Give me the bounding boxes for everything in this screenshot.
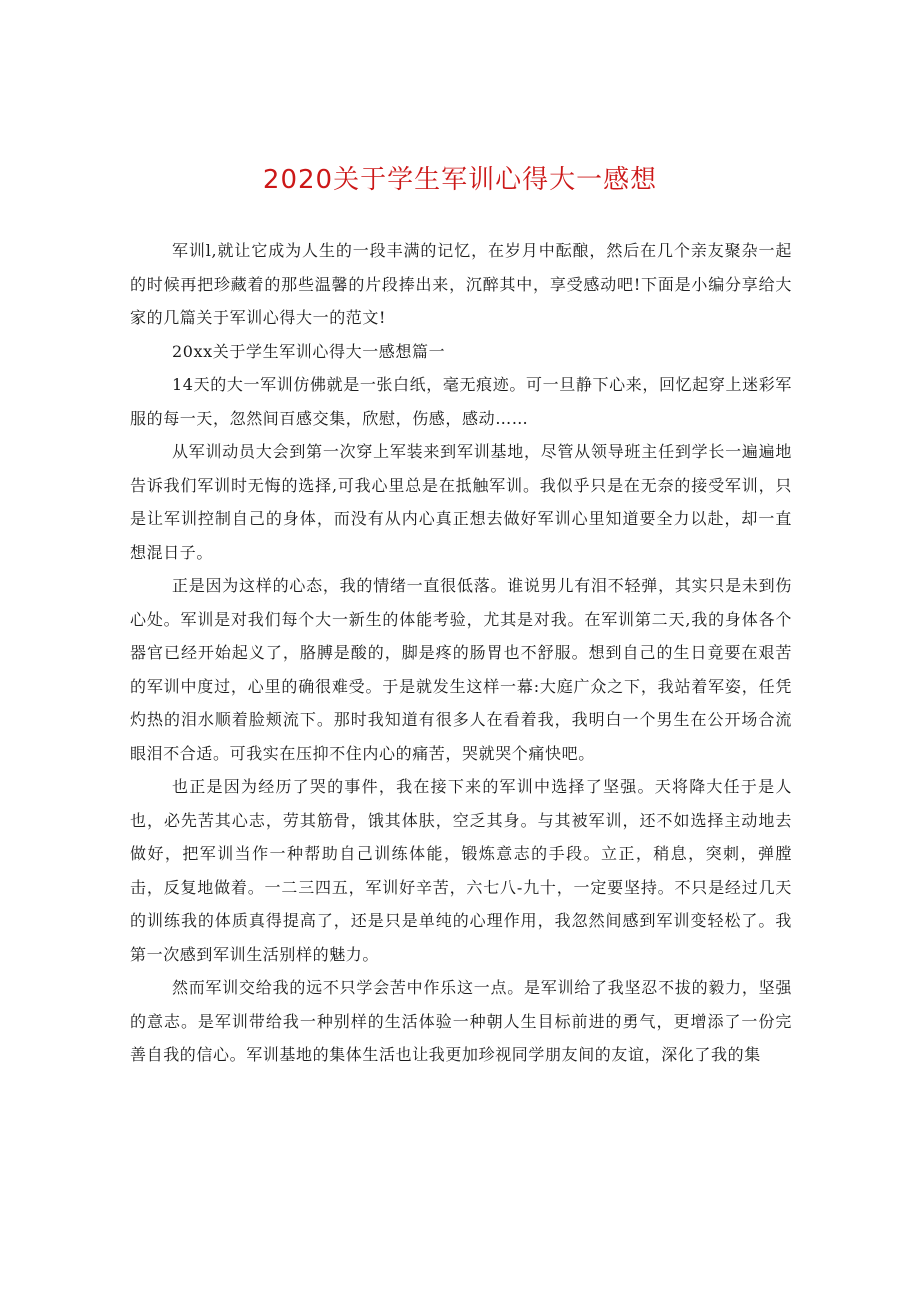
- document-title: 2020关于学生军训心得大一感想: [262, 165, 658, 195]
- body-paragraph-5: 然而军训交给我的远不只学会苦中作乐这一点。是军训给了我坚忍不拔的毅力，坚强的意志。是军训带给我一种别样的生活体验一种朝人生目标前进的勇气，更增添了一份完善自我的信心。军训基地的集体生活也让我更加珍视同学朋友间的友谊，深化了我的集: [130, 978, 792, 1064]
- section-heading: 20xx关于学生军训心得大一感想篇一: [172, 341, 446, 361]
- document-body: [130, 234, 792, 1072]
- intro-paragraph: 军训l,就让它成为人生的一段丰满的记忆，在岁月中酝酿，然后在几个亲友聚杂一起的时候再把珍藏着的那些温馨的片段捧出来，沉醉其中，享受感动吧!下面是小编分享给大家的几篇关于军训心得大一的范文!: [130, 241, 792, 327]
- body-paragraph-1: 14天的大一军训仿佛就是一张白纸，毫无痕迹。可一旦静下心来，回忆起穿上迷彩军服的每一天，忽然间百感交集，欣慰，伤感，感动……: [130, 375, 792, 428]
- body-paragraph-3: 正是因为这样的心态，我的情绪一直很低落。谁说男儿有泪不轻弹，其实只是未到伤心处。军训是对我们每个大一新生的体能考验，尤其是对我。在军训第二天,我的身体各个器官已经开始起义了，胳膊是酸的，脚是疼的肠胃也不舒服。想到自己的生日竟要在艰苦的军训中度过，心里的确很难受。于是就发生这样一幕:大庭广众之下，我站着军姿，任凭灼热的泪水顺着脸颊流下。那时我知道有很多人在看着我，我明白一个男生在公开场合流眼泪不合适。可我实在压抑不住内心的痛苦，哭就哭个痛快吧。: [130, 576, 792, 763]
- body-paragraph-4: 也正是因为经历了哭的事件，我在接下来的军训中选择了坚强。天将降大任于是人也，必先苦其心志，劳其筋骨，饿其体肤，空乏其身。与其被军训，还不如选择主动地去做好，把军训当作一种帮助自己训练体能，锻炼意志的手段。立正，稍息，突刺，弹膛击，反复地做着。一二三四五，军训好辛苦，六七八-九十，一定要坚持。不只是经过几天的训练我的体质真得提高了，还是只是单纯的心理作用，我忽然间感到军训变轻松了。我第一次感到军训生活别样的魅力。: [130, 777, 792, 964]
- body-paragraph-2: 从军训动员大会到第一次穿上军装来到军训基地，尽管从领导班主任到学长一遍遍地告诉我们军训时无悔的选择,可我心里总是在抵触军训。我似乎只是在无奈的接受军训，只是让军训控制自己的身体，而没有从内心真正想去做好军训心里知道要全力以赴，却一直想混日子。: [130, 442, 792, 562]
